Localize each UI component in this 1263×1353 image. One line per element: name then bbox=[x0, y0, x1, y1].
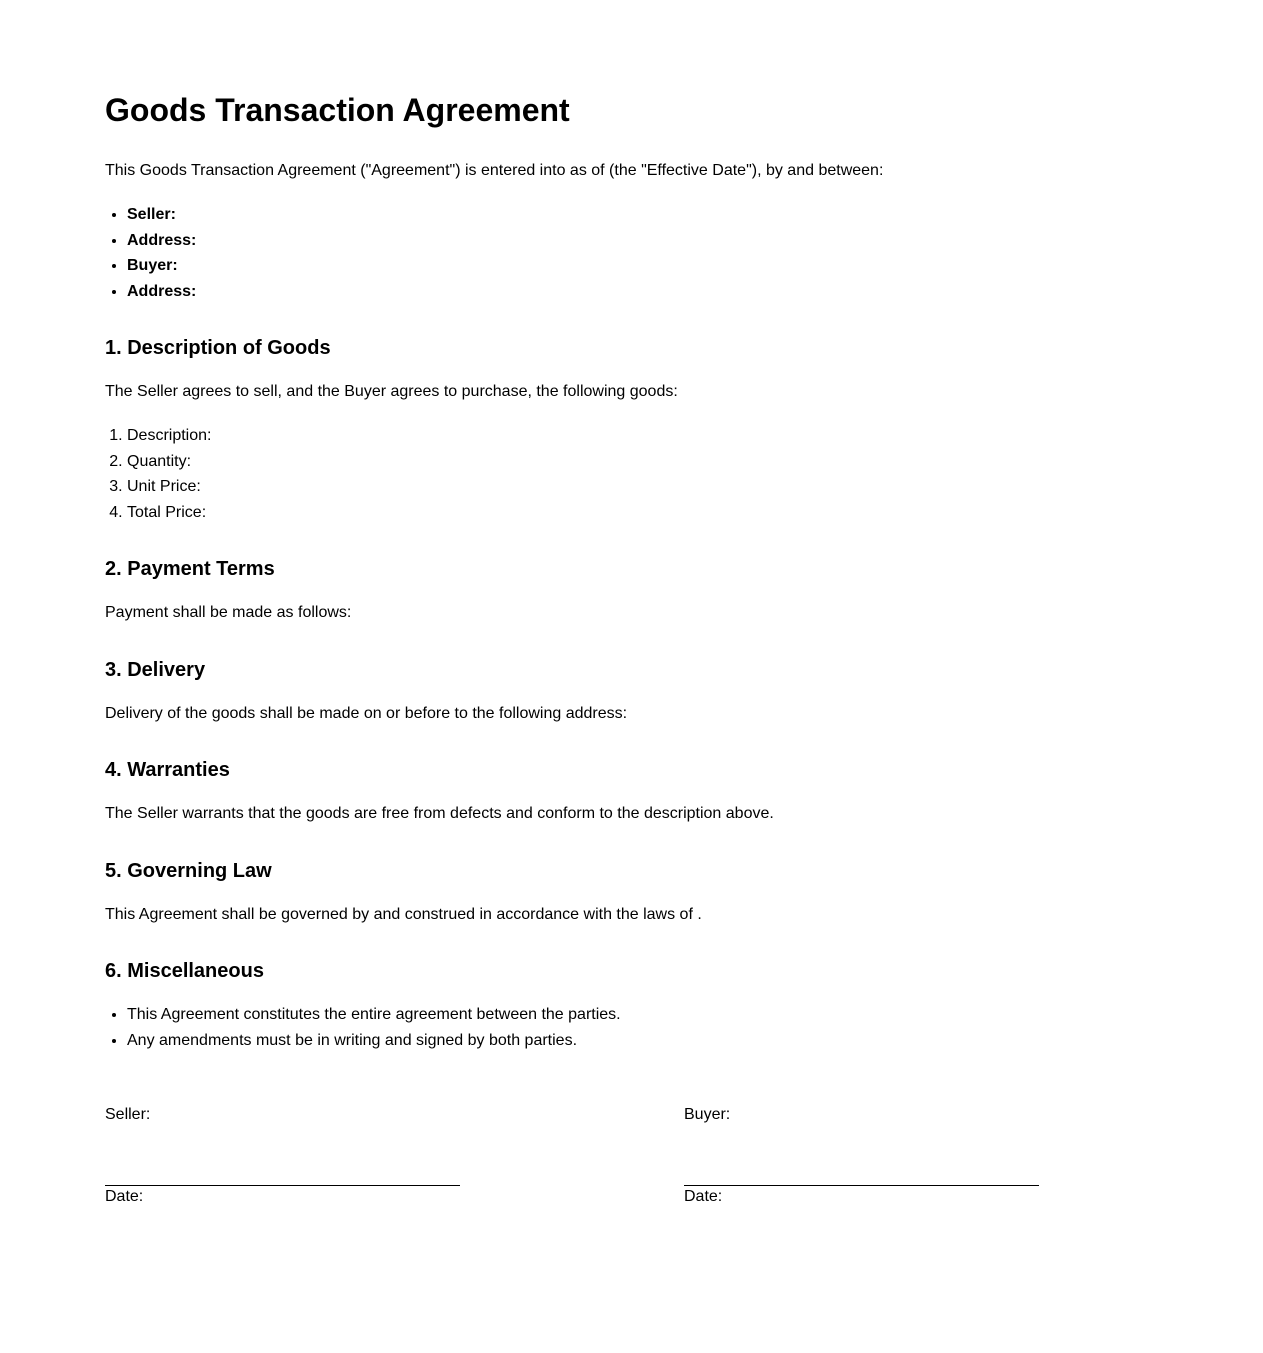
goods-unit-price-item: 3. Unit Price: bbox=[127, 474, 211, 500]
section-text-payment-terms: Payment shall be made as follows: bbox=[105, 604, 352, 621]
section-heading-payment-terms: 2. Payment Terms bbox=[105, 558, 275, 580]
seller-date-label: Date: bbox=[105, 1188, 144, 1205]
party-buyer-label: • Buyer: bbox=[127, 253, 196, 279]
party-buyer-address-label: • Address: bbox=[127, 279, 196, 305]
section-heading-warranties: 4. Warranties bbox=[105, 759, 230, 781]
goods-description-item: 1. Description: bbox=[127, 423, 211, 449]
seller-signature-label: Seller: bbox=[105, 1106, 151, 1123]
document-title: Goods Transaction Agreement bbox=[105, 92, 570, 128]
misc-entire-agreement-item: • This Agreement constitutes the entire agreement between the parties. bbox=[127, 1002, 621, 1028]
buyer-date-label: Date: bbox=[684, 1188, 723, 1205]
goods-details-list bbox=[105, 423, 211, 525]
section-heading-governing-law: 5. Governing Law bbox=[105, 860, 272, 882]
buyer-signature-label: Buyer: bbox=[684, 1106, 731, 1123]
section-heading-delivery: 3. Delivery bbox=[105, 659, 206, 681]
section-text-warranties: The Seller warrants that the goods are free from defects and conform to the description above. bbox=[105, 805, 774, 822]
party-seller-address-label: • Address: bbox=[127, 228, 196, 254]
buyer-signature-line bbox=[684, 1185, 1039, 1186]
intro-paragraph: This Goods Transaction Agreement ("Agreement") is entered into as of (the "Effective Date"), by and between: bbox=[105, 162, 884, 179]
miscellaneous-list bbox=[105, 1002, 621, 1053]
section-text-delivery: Delivery of the goods shall be made on or before to the following address: bbox=[105, 705, 628, 722]
parties-list bbox=[105, 202, 196, 304]
goods-quantity-item: 2. Quantity: bbox=[127, 449, 211, 475]
section-heading-description-of-goods: 1. Description of Goods bbox=[105, 337, 331, 359]
section-text-description-of-goods: The Seller agrees to sell, and the Buyer agrees to purchase, the following goods: bbox=[105, 383, 678, 400]
party-seller-label: • Seller: bbox=[127, 202, 196, 228]
seller-signature-line bbox=[105, 1185, 460, 1186]
misc-amendments-item: • Any amendments must be in writing and signed by both parties. bbox=[127, 1028, 621, 1054]
section-heading-miscellaneous: 6. Miscellaneous bbox=[105, 960, 264, 982]
section-text-governing-law: This Agreement shall be governed by and construed in accordance with the laws of . bbox=[105, 906, 702, 923]
goods-total-price-item: 4. Total Price: bbox=[127, 500, 211, 526]
